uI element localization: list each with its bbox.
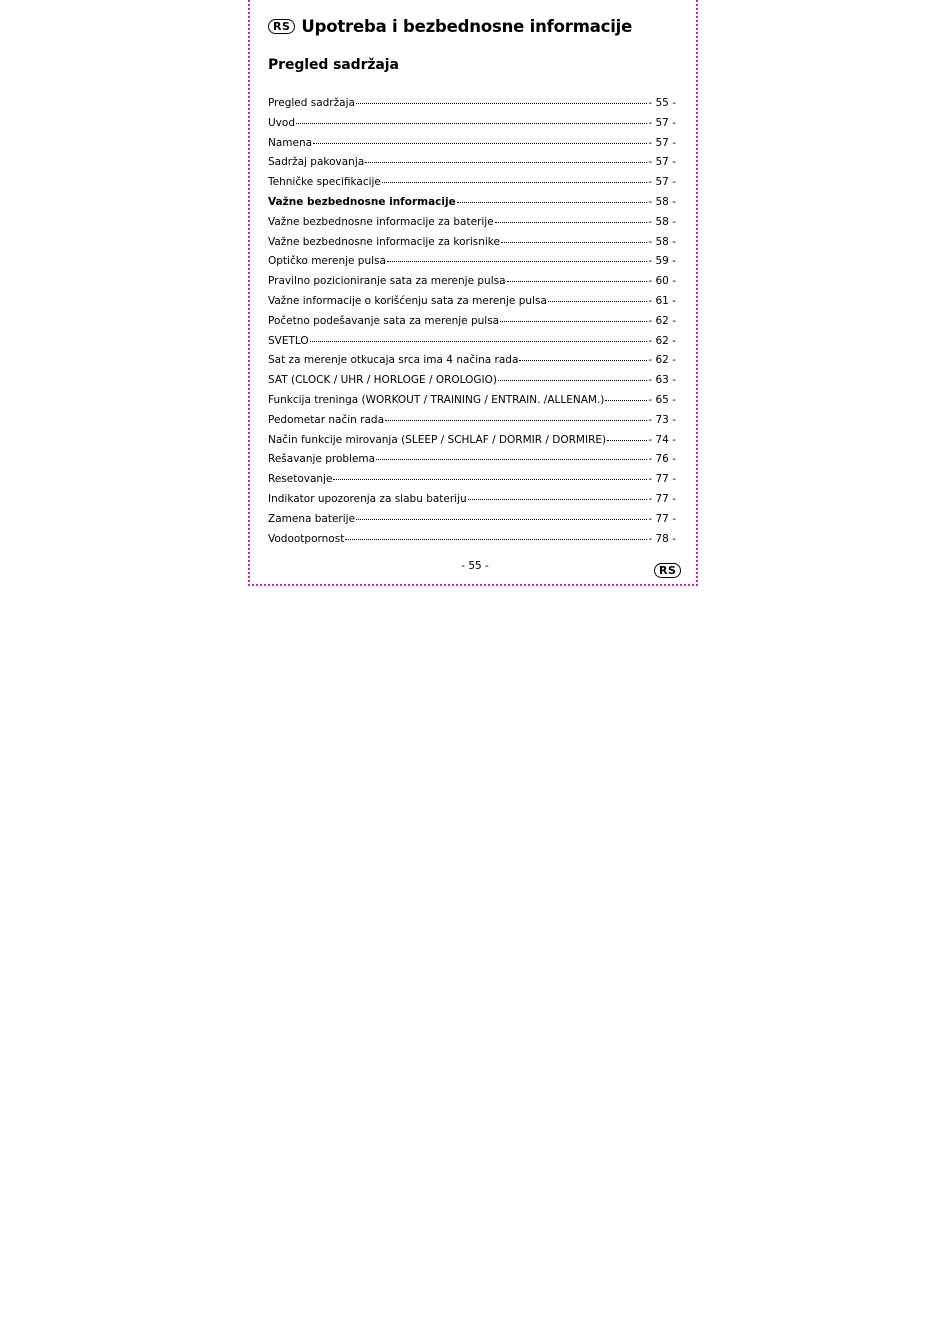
- toc-entry[interactable]: [268, 530, 676, 550]
- toc-entry-label: Važne bezbednosne informacije za korisnike: [268, 235, 500, 248]
- toc-entry-page: - 55 -: [648, 97, 676, 109]
- toc-entry-page: - 74 -: [648, 433, 676, 446]
- toc-leader-dots: [313, 143, 647, 144]
- page-title: Upotreba i bezbednosne informacije: [301, 17, 633, 36]
- toc-entry-label: Vodootpornost: [268, 532, 345, 545]
- toc-entry-page: - 58 -: [648, 195, 676, 208]
- toc-entry-page: - 57 -: [648, 176, 676, 189]
- table-of-contents: [268, 94, 676, 549]
- toc-entry-page: - 61 -: [648, 294, 676, 307]
- toc-entry-page: - 57 -: [648, 116, 676, 129]
- toc-entry-label: Sadržaj pakovanja: [268, 156, 365, 169]
- toc-entry[interactable]: [268, 233, 676, 253]
- toc-entry[interactable]: [268, 450, 676, 470]
- toc-entry[interactable]: [268, 134, 676, 154]
- toc-entry-page: - 77 -: [648, 512, 676, 525]
- toc-entry-page: - 62 -: [648, 334, 676, 347]
- toc-entry-page: - 78 -: [648, 532, 676, 545]
- toc-leader-dots: [498, 380, 647, 381]
- toc-entry-page: - 59 -: [648, 255, 676, 268]
- toc-entry-label: Način funkcije mirovanja (SLEEP / SCHLAF / DORMIR / DORMIRE): [268, 433, 607, 446]
- footer-language-badge: [654, 559, 681, 578]
- header: [268, 17, 632, 36]
- toc-entry[interactable]: [268, 411, 676, 431]
- toc-leader-dots: [387, 261, 647, 262]
- toc-entry-label: Važne bezbednosne informacije: [268, 195, 456, 208]
- toc-entry-page: - 58 -: [648, 235, 676, 248]
- page-number: - 55 -: [461, 560, 489, 572]
- toc-entry-page: - 77 -: [648, 473, 676, 486]
- toc-leader-dots: [501, 242, 647, 243]
- toc-leader-dots: [607, 440, 647, 441]
- toc-entry[interactable]: [268, 371, 676, 391]
- toc-entry-label: Rešavanje problema: [268, 453, 376, 466]
- toc-entry-label: Pedometar način rada: [268, 413, 385, 426]
- toc-entry-label: SAT (CLOCK / UHR / HORLOGE / OROLOGIO): [268, 374, 498, 387]
- toc-leader-dots: [356, 519, 647, 520]
- toc-entry-label: Namena: [268, 136, 313, 149]
- toc-entry-label: Funkcija treninga (WORKOUT / TRAINING / ENTRAIN. /ALLENAM.): [268, 393, 605, 406]
- toc-entry[interactable]: [268, 153, 676, 173]
- toc-entry-label: Zamena baterije: [268, 512, 356, 525]
- toc-entry[interactable]: [268, 391, 676, 411]
- toc-entry-label: Sat za merenje otkucaja srca ima 4 načina rada: [268, 354, 519, 367]
- toc-entry-label: Početno podešavanje sata za merenje pulsa: [268, 314, 500, 327]
- toc-entry[interactable]: [268, 272, 676, 292]
- toc-leader-dots: [382, 182, 647, 183]
- toc-entry-label: Indikator upozorenja za slabu bateriju: [268, 492, 467, 505]
- section-title: Pregled sadržaja: [268, 57, 399, 73]
- toc-entry[interactable]: [268, 193, 676, 213]
- toc-leader-dots: [296, 123, 647, 124]
- toc-leader-dots: [468, 499, 648, 500]
- toc-entry-label: Važne informacije o korišćenju sata za merenje pulsa: [268, 294, 547, 307]
- toc-entry[interactable]: [268, 292, 676, 312]
- toc-entry-page: - 73 -: [648, 413, 676, 426]
- toc-entry-page: - 57 -: [648, 156, 676, 169]
- toc-leader-dots: [500, 321, 647, 322]
- toc-leader-dots: [507, 281, 648, 282]
- toc-leader-dots: [310, 341, 648, 342]
- toc-entry-page: - 63 -: [648, 374, 676, 387]
- toc-entry[interactable]: [268, 510, 676, 530]
- toc-leader-dots: [356, 103, 647, 104]
- toc-leader-dots: [376, 459, 647, 460]
- toc-entry-label: Tehničke specifikacije: [268, 176, 381, 189]
- toc-leader-dots: [345, 539, 647, 540]
- toc-entry[interactable]: [268, 470, 676, 490]
- toc-entry[interactable]: [268, 351, 676, 371]
- toc-leader-dots: [548, 301, 647, 302]
- toc-leader-dots: [457, 202, 648, 203]
- toc-entry[interactable]: [268, 252, 676, 272]
- toc-leader-dots: [519, 360, 647, 361]
- toc-leader-dots: [385, 420, 647, 421]
- language-badge: RS: [268, 19, 295, 34]
- toc-leader-dots: [605, 400, 647, 401]
- footer-badge-label: RS: [654, 563, 681, 578]
- toc-leader-dots: [333, 479, 647, 480]
- toc-entry-page: - 77 -: [648, 492, 676, 505]
- toc-entry-page: - 57 -: [648, 136, 676, 149]
- toc-entry-label: SVETLO: [268, 334, 309, 347]
- toc-entry-label: Uvod: [268, 116, 295, 129]
- toc-entry-page: - 58 -: [648, 215, 676, 228]
- toc-leader-dots: [495, 222, 648, 223]
- toc-entry-page: - 65 -: [648, 393, 676, 406]
- toc-leader-dots: [365, 162, 647, 163]
- toc-entry-label: Optičko merenje pulsa: [268, 255, 386, 268]
- toc-entry-label: Resetovanje: [268, 473, 333, 486]
- toc-entry-page: - 60 -: [648, 275, 676, 288]
- toc-entry-page: - 62 -: [648, 314, 676, 327]
- toc-entry-label: Pregled sadržaja: [268, 97, 355, 109]
- toc-entry[interactable]: [268, 173, 676, 193]
- toc-entry-page: - 62 -: [648, 354, 676, 367]
- toc-entry[interactable]: [268, 332, 676, 352]
- toc-entry[interactable]: [268, 213, 676, 233]
- toc-entry[interactable]: [268, 431, 676, 451]
- toc-entry[interactable]: [268, 490, 676, 510]
- toc-entry-label: Važne bezbednosne informacije za baterije: [268, 215, 494, 228]
- toc-entry[interactable]: [268, 114, 676, 134]
- manual-page: [248, 0, 698, 586]
- toc-entry-label: Pravilno pozicioniranje sata za merenje pulsa: [268, 275, 506, 288]
- toc-entry-page: - 76 -: [648, 453, 676, 466]
- toc-entry[interactable]: [268, 94, 676, 114]
- toc-entry[interactable]: [268, 312, 676, 332]
